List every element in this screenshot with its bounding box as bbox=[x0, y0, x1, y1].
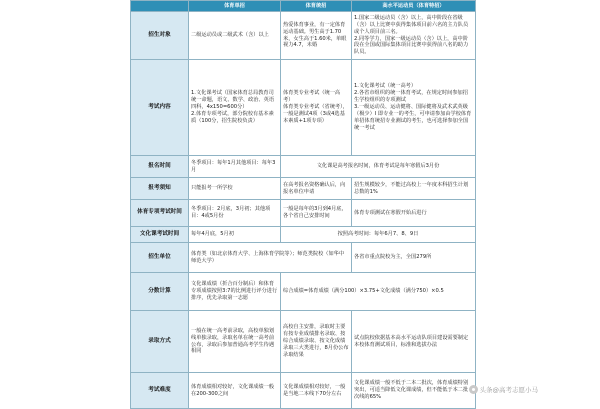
row-label: 招生对象 bbox=[131, 12, 189, 60]
row-label: 录取方式 bbox=[131, 311, 189, 373]
table-cell: 热爱体育事业，有一定体育运动基础。男生高于1.70米，女生高于1.60米，单眼视力4.7，未婚 bbox=[281, 12, 352, 60]
table-row bbox=[131, 60, 476, 156]
table-row bbox=[131, 243, 476, 273]
comparison-table bbox=[130, 0, 476, 409]
header-high-level-athlete: 高水平运动员（体育特招） bbox=[352, 1, 476, 12]
row-label: 考试难度 bbox=[131, 373, 189, 409]
table-cell: 1.文化课考试（统一高考） 2.各省市组织的统一体育考试，在规定时间参加招生学校组织的专项测试 3.一级运动员、运动健将、国际健将及武术武英级（极少）I 即专业一的考生，可申请参加由学校体育单招体育统招专业测试的考生，也可选择参加全国统一考试 bbox=[352, 60, 476, 156]
header-unified-recruit: 体育统招 bbox=[281, 1, 352, 12]
table-cell: 文化课成绩相对较好，一般是当地二本线下70分左右 bbox=[281, 373, 352, 409]
row-label: 招生单位 bbox=[131, 243, 189, 273]
table-cell: 体育类（如北京体育大学、上海体育学院等）；师范类院校（如华中师范大学） bbox=[189, 243, 352, 273]
table-cell: 文化课成绩一般不低于二本二批次，体育成绩特别突出，可适当降低文化课成绩，但不能低于本二批次线的65% bbox=[352, 373, 476, 409]
row-label: 分数计算 bbox=[131, 273, 189, 311]
row-label: 考试内容 bbox=[131, 60, 189, 156]
table-cell: 高校自主安排，录取时主要有按专业成绩排名录取、按综合成绩录取、按文化成绩录取三大类进行，8月份公布录取结果 bbox=[281, 311, 352, 373]
table-cell: 体育类专业考试（统一高考） 体育类专业考试（省统考），一般是测试4项（3或4选基本素质+1项专项） bbox=[281, 60, 352, 156]
table-cell: 一般是每年的3月到4月底，各个省自己安排时间 bbox=[281, 200, 352, 227]
watermark bbox=[469, 385, 539, 394]
table-cell: 冬季项目：每年1月其他项目：每年3月 bbox=[189, 156, 281, 178]
table-cell: 各省市重点院校为主，全国279所 bbox=[352, 243, 476, 273]
table-header-row bbox=[131, 1, 476, 12]
header-corner bbox=[131, 1, 189, 12]
table-row bbox=[131, 311, 476, 373]
row-label: 文化课考试时间 bbox=[131, 227, 189, 243]
table-row bbox=[131, 373, 476, 409]
table-cell: 体育专项测试在寒假开始后进行 bbox=[352, 200, 476, 227]
table-cell: 一般在统一高考前录取，高校单独划线单独录取，录取名单在统一高考前公布，录取后参加普通高考学生待遇相同 bbox=[189, 311, 281, 373]
table-cell: 冬季项目：2月底，3月初；其他项目：4或5月份 bbox=[189, 200, 281, 227]
watermark-text: 头条@高考志愿小马 bbox=[479, 386, 538, 394]
table-cell: 1.国家二级运动员（含）以上，高中阶段在省级（含）以上比赛中获得集体项目前六名的主力队员或个人项目前三名。 2.同等学力，国家一级运动员（含）以上，高中阶段在全国或国际集体项目比赛中获得前八名的助力队员。 bbox=[352, 12, 476, 60]
table-row bbox=[131, 273, 476, 311]
table-cell-merged: 文化课是高考报名时间，体育考试是每年寒假后3月份 bbox=[281, 156, 476, 178]
table-cell: 只能报考一所学校 bbox=[189, 178, 281, 200]
row-label: 报名时间 bbox=[131, 156, 189, 178]
table-cell: 体育成绩相对较好，文化课成绩一般在200-300之间 bbox=[189, 373, 281, 409]
row-label: 报考须知 bbox=[131, 178, 189, 200]
table-row bbox=[131, 178, 476, 200]
toutiao-logo-icon bbox=[469, 385, 478, 394]
table-row bbox=[131, 156, 476, 178]
table-cell-merged: 综合成绩=体育成绩（满分100）×3.75+文化成绩（满分750）×0.5 bbox=[281, 273, 476, 311]
table-row bbox=[131, 227, 476, 243]
table-row bbox=[131, 200, 476, 227]
row-label: 体育专项考试时间 bbox=[131, 200, 189, 227]
table-cell: 每年4月底，5月初 bbox=[189, 227, 281, 243]
table-cell: 1.文化课考试（国家体育总局教育司统一命题，语文、数学、政治、英语四科，4x150=600分） 2.体育专项考试，部分院校有基本素质（100分，招生院校负责） bbox=[189, 60, 281, 156]
table-cell: 招生规模较少，不能过高校上一年度本科招生计划总数的1% bbox=[352, 178, 476, 200]
table-cell: 在高考报名资格确认后，向报名单位申请 bbox=[281, 178, 352, 200]
table-cell: 二级运动员或二级武术（含）以上 bbox=[189, 12, 281, 60]
table-cell: 试点院校依据基本高水平运动队项目建设需要制定本校体育测试项目，标准和选拔办法 bbox=[352, 311, 476, 373]
table-cell: 文化课成绩（折合百分制后）和体育专项成绩按照3:7的比例进行评分进行排序，优先录取第一志愿 bbox=[189, 273, 281, 311]
table-cell-merged: 按照高考时间：每年6月7、8、9日 bbox=[281, 227, 476, 243]
header-single-recruit: 体育单招 bbox=[189, 1, 281, 12]
table-row bbox=[131, 12, 476, 60]
